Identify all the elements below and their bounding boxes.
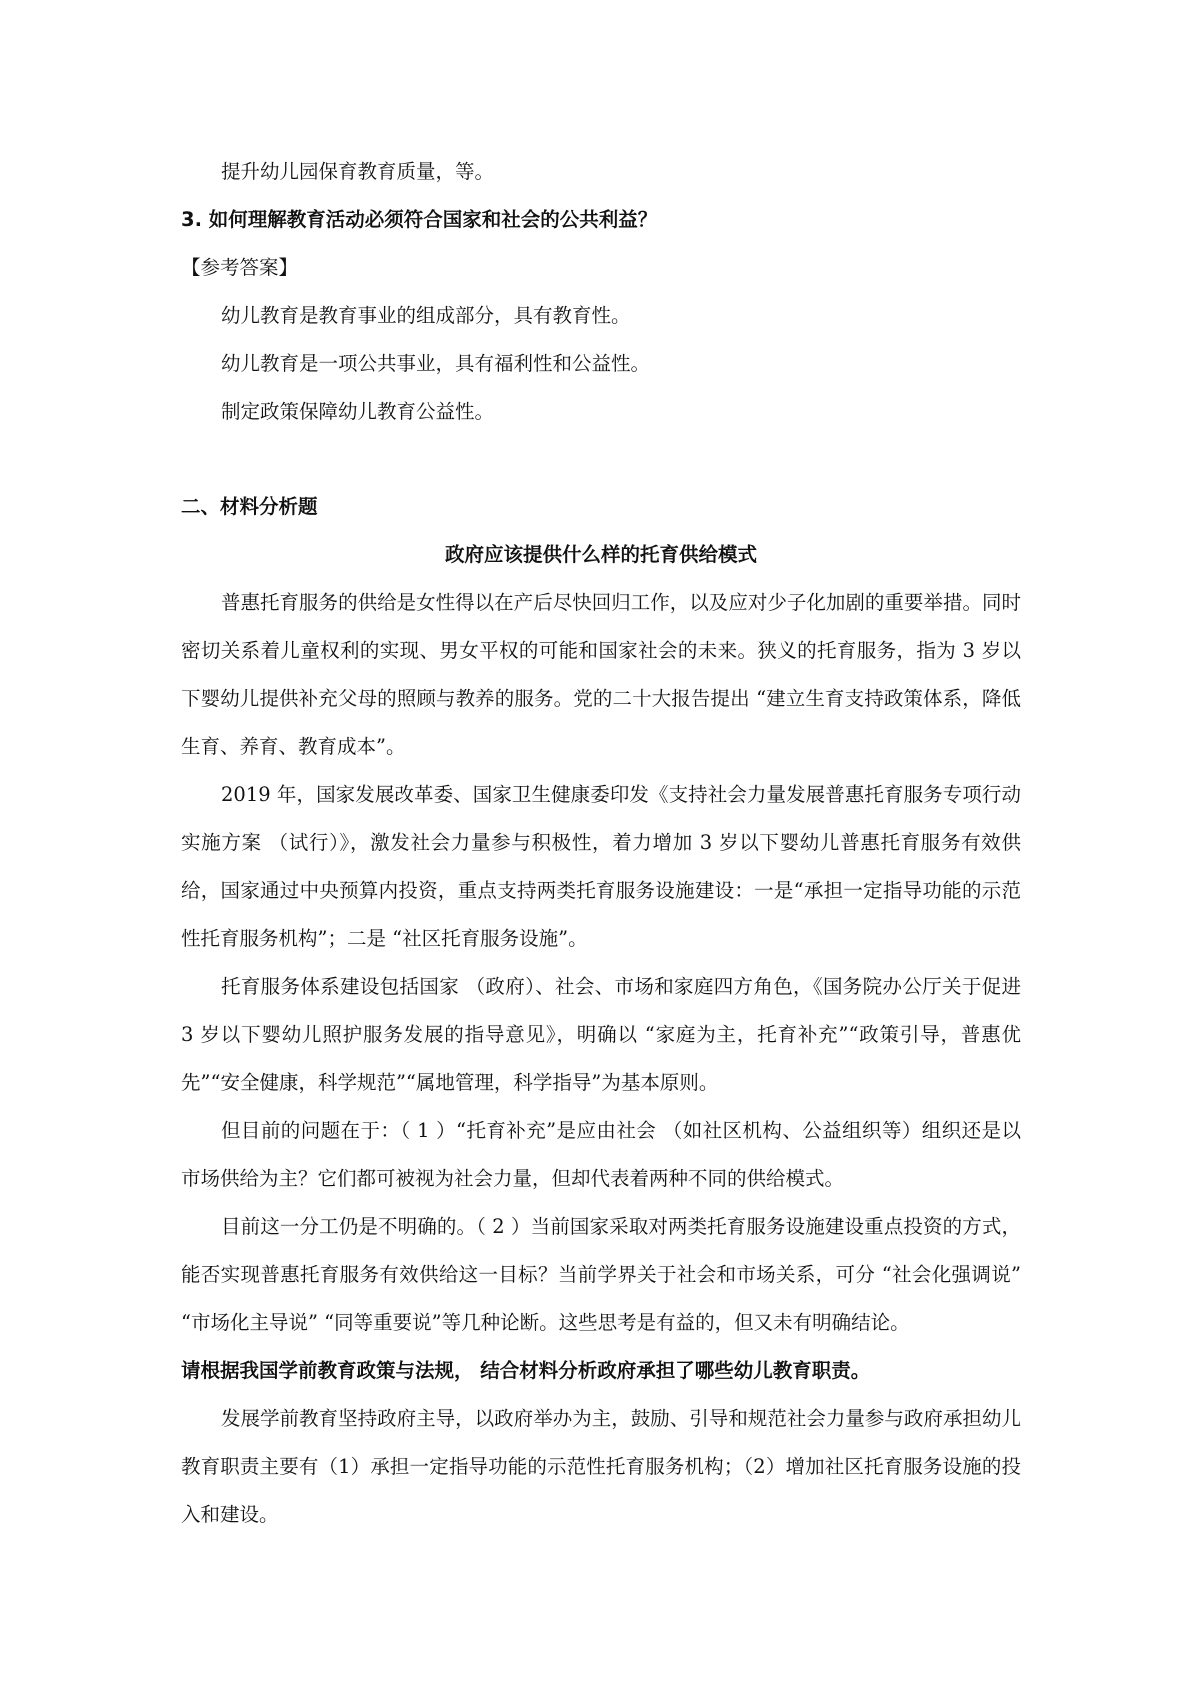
section-2-heading: 二、材料分析题 <box>181 495 318 518</box>
material-paragraph-3: 托育服务体系建设包括国家 （政府）、社会、市场和家庭四方角色，《国务院办公厅关于促进 3 岁以下婴幼儿照护服务发展的指导意见》，明确以 “家庭为主，托育补充”“政策引导，普惠优先”“安全健康，科学规范”“属地管理，科学指导”为基本原则。 <box>181 975 1021 1094</box>
continuation-text: 提升幼儿园保育教育质量，等。 <box>221 160 495 183</box>
answer-line-2: 幼儿教育是一项公共事业，具有福利性和公益性。 <box>221 352 651 375</box>
analysis-answer: 发展学前教育坚持政府主导，以政府举办为主，鼓励、引导和规范社会力量参与政府承担幼儿教育职责主要有（1）承担一定指导功能的示范性托育服务机构；（2）增加社区托育服务设施的投入和建设。 <box>181 1407 1021 1526</box>
question-3-title: 3. 如何理解教育活动必须符合国家和社会的公共利益？ <box>181 208 658 231</box>
material-title: 政府应该提供什么样的托育供给模式 <box>444 543 757 566</box>
answer-label: 【参考答案】 <box>181 256 299 279</box>
answer-line-3: 制定政策保障幼儿教育公益性。 <box>221 400 495 423</box>
answer-line-1: 幼儿教育是教育事业的组成部分，具有教育性。 <box>221 304 631 327</box>
page-content <box>181 148 1021 1539</box>
section-gap <box>181 436 1021 483</box>
analysis-question: 请根据我国学前教育政策与法规， 结合材料分析政府承担了哪些幼儿教育职责。 <box>181 1359 871 1382</box>
material-paragraph-2: 2019 年，国家发展改革委、国家卫生健康委印发《支持社会力量发展普惠托育服务专项行动实施方案 （试行）》，激发社会力量参与积极性，着力增加 3 岁以下婴幼儿普惠托育服务有效供给，国家通过中央预算内投资，重点支持两类托育服务设施建设：一是“承担一定指导功能的示范性托育服务机构”；二是 “社区托育服务设施”。 <box>181 783 1021 950</box>
material-paragraph-5: 目前这一分工仍是不明确的。（ 2 ）当前国家采取对两类托育服务设施建设重点投资的方式，能否实现普惠托育服务有效供给这一目标？当前学界关于社会和市场关系，可分 “社会化强调说” “市场化主导说” “同等重要说”等几种论断。这些思考是有益的，但又未有明确结论。 <box>181 1215 1021 1334</box>
material-paragraph-1: 普惠托育服务的供给是女性得以在产后尽快回归工作，以及应对少子化加剧的重要举措。同时密切关系着儿童权利的实现、男女平权的可能和国家社会的未来。狭义的托育服务，指为 3 岁以下婴幼儿提供补充父母的照顾与教养的服务。党的二十大报告提出 “建立生育支持政策体系，降低生育、养育、教育成本”。 <box>181 591 1021 758</box>
material-paragraph-4: 但目前的问题在于：（ 1 ）“托育补充”是应由社会 （如社区机构、公益组织等）组织还是以市场供给为主？它们都可被视为社会力量，但却代表着两种不同的供给模式。 <box>181 1119 1021 1190</box>
